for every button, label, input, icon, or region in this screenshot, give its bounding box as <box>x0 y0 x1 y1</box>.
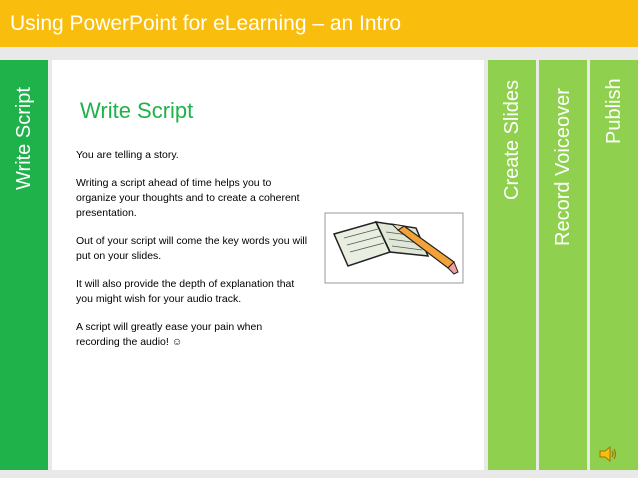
paragraph: It will also provide the depth of explanation that you might wish for your audio track. <box>76 278 295 305</box>
slide-body <box>76 148 308 363</box>
tab-record-voiceover[interactable] <box>539 60 587 470</box>
slide-heading: Write Script <box>80 98 194 123</box>
paragraph: A script will greatly ease your pain when recording the audio! ☺ <box>76 321 263 348</box>
tab-publish-label: Publish <box>603 78 625 144</box>
paragraph: Out of your script will come the key words you will put on your slides. <box>76 235 308 262</box>
tab-create-slides[interactable] <box>488 60 536 470</box>
tab-write-script[interactable] <box>0 60 48 470</box>
notebook-pencil-icon <box>324 212 464 284</box>
speaker-icon[interactable] <box>598 445 618 463</box>
slide-content <box>52 60 484 470</box>
tab-record-voiceover-label: Record Voiceover <box>552 88 574 246</box>
paragraph: You are telling a story. <box>76 149 179 161</box>
tab-publish[interactable] <box>590 60 638 470</box>
tab-create-slides-label: Create Slides <box>501 79 523 200</box>
tab-write-script-label: Write Script <box>13 87 35 190</box>
page-title: Using PowerPoint for eLearning – an Intro <box>0 0 638 47</box>
paragraph: Writing a script ahead of time helps you to organize your thoughts and to create a coherent presentation. <box>76 177 300 219</box>
